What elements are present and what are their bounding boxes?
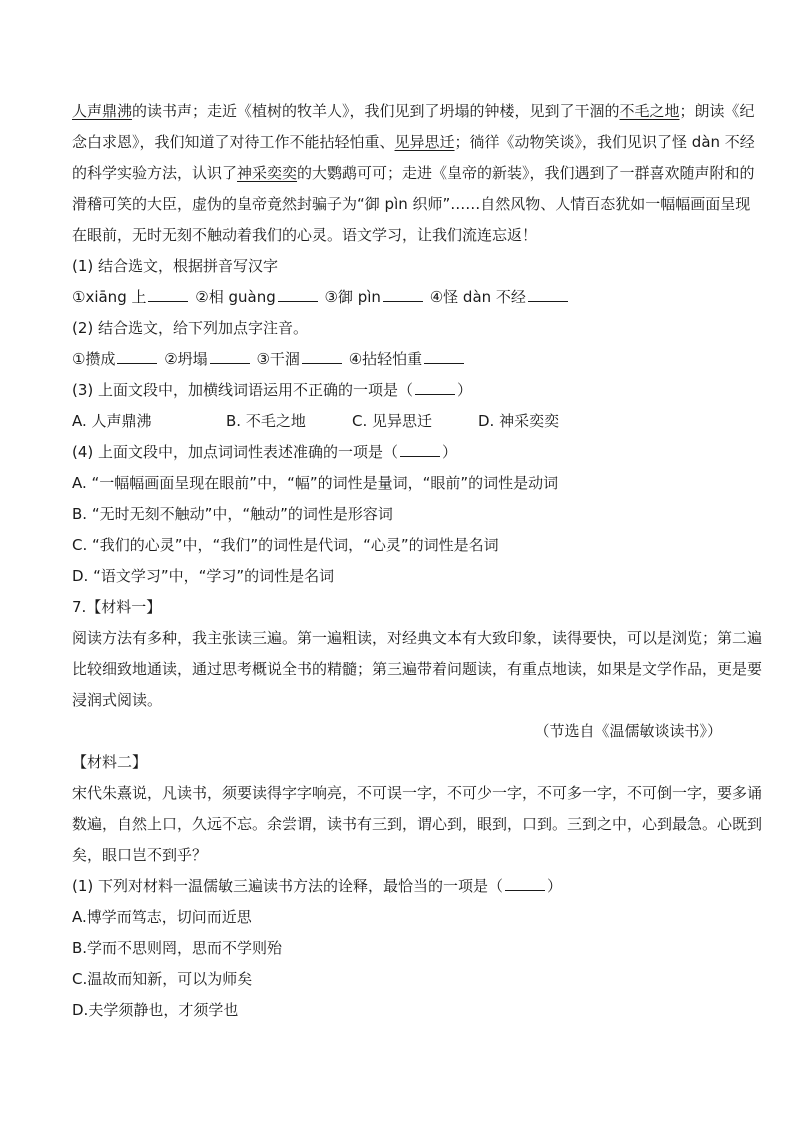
question-text: ） — [547, 877, 563, 895]
blank-label: ④怪 dàn 不经 — [429, 288, 526, 306]
material-1-line-3: 浸润式阅读。 — [72, 691, 163, 709]
material-2-line-2: 数遍，自然上口，久远不忘。余尝谓，读书有三到，谓心到，眼到，口到。三到之中，心到最急。心既到 — [72, 815, 763, 833]
passage-text: 的读书声；走近《植树的牧羊人》，我们见到了坍塌的钟楼，见到了干涸的 — [132, 102, 620, 120]
material-1-line-1: 阅读方法有多种，我主张读三遍。第一遍粗读，对经典文本有大致印象，读得要快，可以是浏览；第二遍 — [72, 629, 763, 647]
option-d[interactable]: D. 神采奕奕 — [478, 412, 560, 430]
option-d[interactable]: D.夫学须静也，才须学也 — [72, 1001, 239, 1019]
underlined-phrase: 人声鼎沸 — [72, 102, 133, 120]
question-2-title: (2) 结合选文，给下列加点字注音。 — [72, 319, 309, 337]
question-2-blanks — [72, 349, 722, 369]
option-c[interactable]: C. “我们的心灵”中，“我们”的词性是代词，“心灵”的词性是名词 — [72, 536, 499, 554]
option-d[interactable]: D. “语文学习”中，“学习”的词性是名词 — [72, 567, 335, 585]
question-1-title: (1) 结合选文，根据拼音写汉字 — [72, 257, 279, 275]
question-7-heading: 7.【材料一】 — [72, 598, 162, 616]
question-text: (1) 下列对材料一温儒敏三遍读书方法的诠释，最恰当的一项是（ — [72, 877, 504, 895]
material-2-line-1: 宋代朱熹说，凡读书，须要读得字字响亮，不可误一字，不可少一字，不可多一字，不可倒一字，要多诵 — [72, 784, 763, 802]
question-text: (3) 上面文段中，加横线词语运用不正确的一项是（ — [72, 381, 414, 399]
blank-label: ①攒成 — [72, 350, 116, 368]
question-3-stem — [72, 380, 722, 400]
answer-blank[interactable] — [210, 349, 250, 364]
question-4-stem — [72, 442, 722, 462]
passage-line-2 — [72, 132, 755, 152]
passage-text: ；徜徉《动物笑谈》，我们见识了怪 dàn 不经 — [454, 133, 755, 151]
answer-blank[interactable] — [505, 876, 545, 891]
blank-label: ③御 pìn — [324, 288, 381, 306]
answer-blank[interactable] — [302, 349, 342, 364]
underlined-phrase: 神采奕奕 — [237, 164, 298, 182]
blank-label: ②坍塌 — [164, 350, 208, 368]
passage-text: 的大鹦鹉可可；走进《皇帝的新装》，我们遇到了一群喜欢随声附和的 — [297, 164, 755, 182]
answer-blank[interactable] — [415, 380, 455, 395]
passage-line-4: 滑稽可笑的大臣，虚伪的皇帝竟然封骗子为“御 pìn 织师”……自然风物、人情百态犹如一幅幅画面呈现 — [72, 195, 751, 213]
answer-blank[interactable] — [148, 287, 188, 302]
answer-blank[interactable] — [528, 287, 568, 302]
underlined-phrase: 见异思迁 — [394, 133, 455, 151]
option-a[interactable]: A. “一幅幅画面呈现在眼前”中，“幅”的词性是量词，“眼前”的词性是动词 — [72, 474, 559, 492]
option-b[interactable]: B. “无时无刻不触动”中，“触动”的词性是形容词 — [72, 505, 393, 523]
answer-blank[interactable] — [383, 287, 423, 302]
source-citation: （节选自《温儒敏谈读书》） — [534, 722, 722, 740]
material-2-line-3: 矣，眼口岂不到乎？ — [72, 846, 208, 864]
passage-text: 念白求恩》，我们知道了对待工作不能拈轻怕重、 — [72, 133, 395, 151]
passage-line-1 — [72, 101, 755, 121]
question-7-1-stem — [72, 876, 722, 896]
option-a[interactable]: A. 人声鼎沸 — [72, 412, 152, 430]
answer-blank[interactable] — [424, 349, 464, 364]
material-2-heading: 【材料二】 — [72, 753, 148, 771]
blank-label: ②相 guàng — [195, 288, 276, 306]
material-1-line-2: 比较细致地通读，通过思考概说全书的精髓；第三遍带着问题读，有重点地读，如果是文学作品，更是要 — [72, 660, 763, 678]
option-b[interactable]: B. 不毛之地 — [226, 412, 306, 430]
question-3-options — [72, 411, 722, 431]
passage-text: 的科学实验方法，认识了 — [72, 164, 238, 182]
answer-blank[interactable] — [117, 349, 157, 364]
option-c[interactable]: C. 见异思迁 — [352, 412, 433, 430]
passage-line-5: 在眼前，无时无刻不触动着我们的心灵。语文学习，让我们流连忘返！ — [72, 226, 538, 244]
question-text: (4) 上面文段中，加点词词性表述准确的一项是（ — [72, 443, 399, 461]
passage-line-3 — [72, 163, 755, 183]
passage-text: ；朗读《纪 — [679, 102, 755, 120]
option-a[interactable]: A.博学而笃志，切问而近思 — [72, 908, 252, 926]
option-b[interactable]: B.学而不思则罔，思而不学则殆 — [72, 939, 283, 957]
question-text: ） — [457, 381, 473, 399]
blank-label: ①xiāng 上 — [72, 288, 147, 306]
blank-label: ③干涸 — [256, 350, 300, 368]
question-1-blanks — [72, 287, 722, 307]
blank-label: ④拈轻怕重 — [348, 350, 423, 368]
underlined-phrase: 不毛之地 — [619, 102, 680, 120]
answer-blank[interactable] — [278, 287, 318, 302]
question-text: ） — [442, 443, 458, 461]
answer-blank[interactable] — [400, 442, 440, 457]
option-c[interactable]: C.温故而知新，可以为师矣 — [72, 970, 253, 988]
